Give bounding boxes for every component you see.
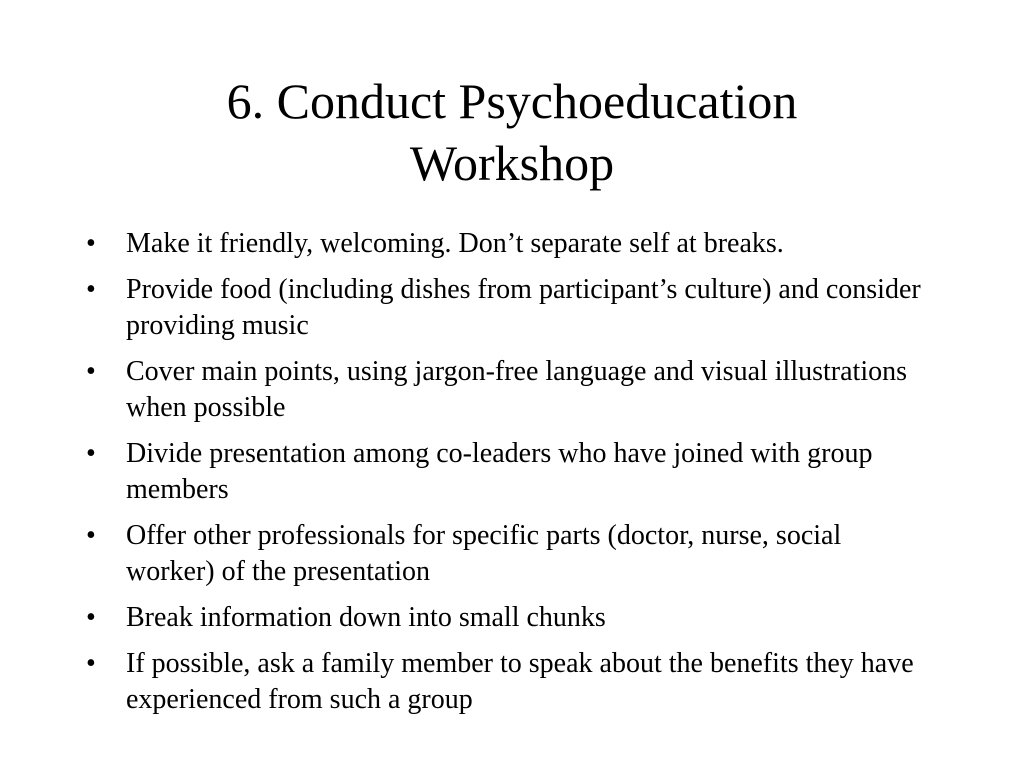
bullet-dot-icon: • [86, 648, 96, 679]
slide-title [0, 70, 1024, 194]
bullet-dot-icon: • [86, 356, 96, 387]
bullet-text: Make it friendly, welcoming. Don’t separate self at breaks. [126, 228, 784, 259]
bullet-dot-icon: • [86, 520, 96, 551]
bullet-dot-icon: • [86, 274, 96, 305]
bullet-dot-icon: • [86, 228, 96, 259]
bullet-item [0, 518, 1024, 590]
bullet-dot-icon: • [86, 438, 96, 469]
bullet-text: Provide food (including dishes from participant’s culture) and consider providing music [126, 274, 921, 341]
slide-title-line-1: 6. Conduct Psychoeducation [226, 73, 798, 129]
bullet-item [0, 272, 1024, 344]
bullet-dot-icon: • [86, 602, 96, 633]
bullet-item [0, 354, 1024, 426]
bullet-text: Offer other professionals for specific parts (doctor, nurse, social worker) of the presentation [126, 520, 842, 587]
bullet-text: Divide presentation among co-leaders who have joined with group members [126, 438, 873, 505]
bullet-item [0, 436, 1024, 508]
bullet-item [0, 226, 1024, 262]
bullet-item [0, 600, 1024, 636]
bullet-text: Break information down into small chunks [126, 602, 606, 633]
bullet-text: If possible, ask a family member to speak about the benefits they have experienced from such a group [126, 648, 914, 715]
bullet-text: Cover main points, using jargon-free language and visual illustrations when possible [126, 356, 907, 423]
bullet-item [0, 646, 1024, 718]
bullet-list [0, 226, 1024, 728]
slide-title-line-2: Workshop [409, 135, 615, 191]
